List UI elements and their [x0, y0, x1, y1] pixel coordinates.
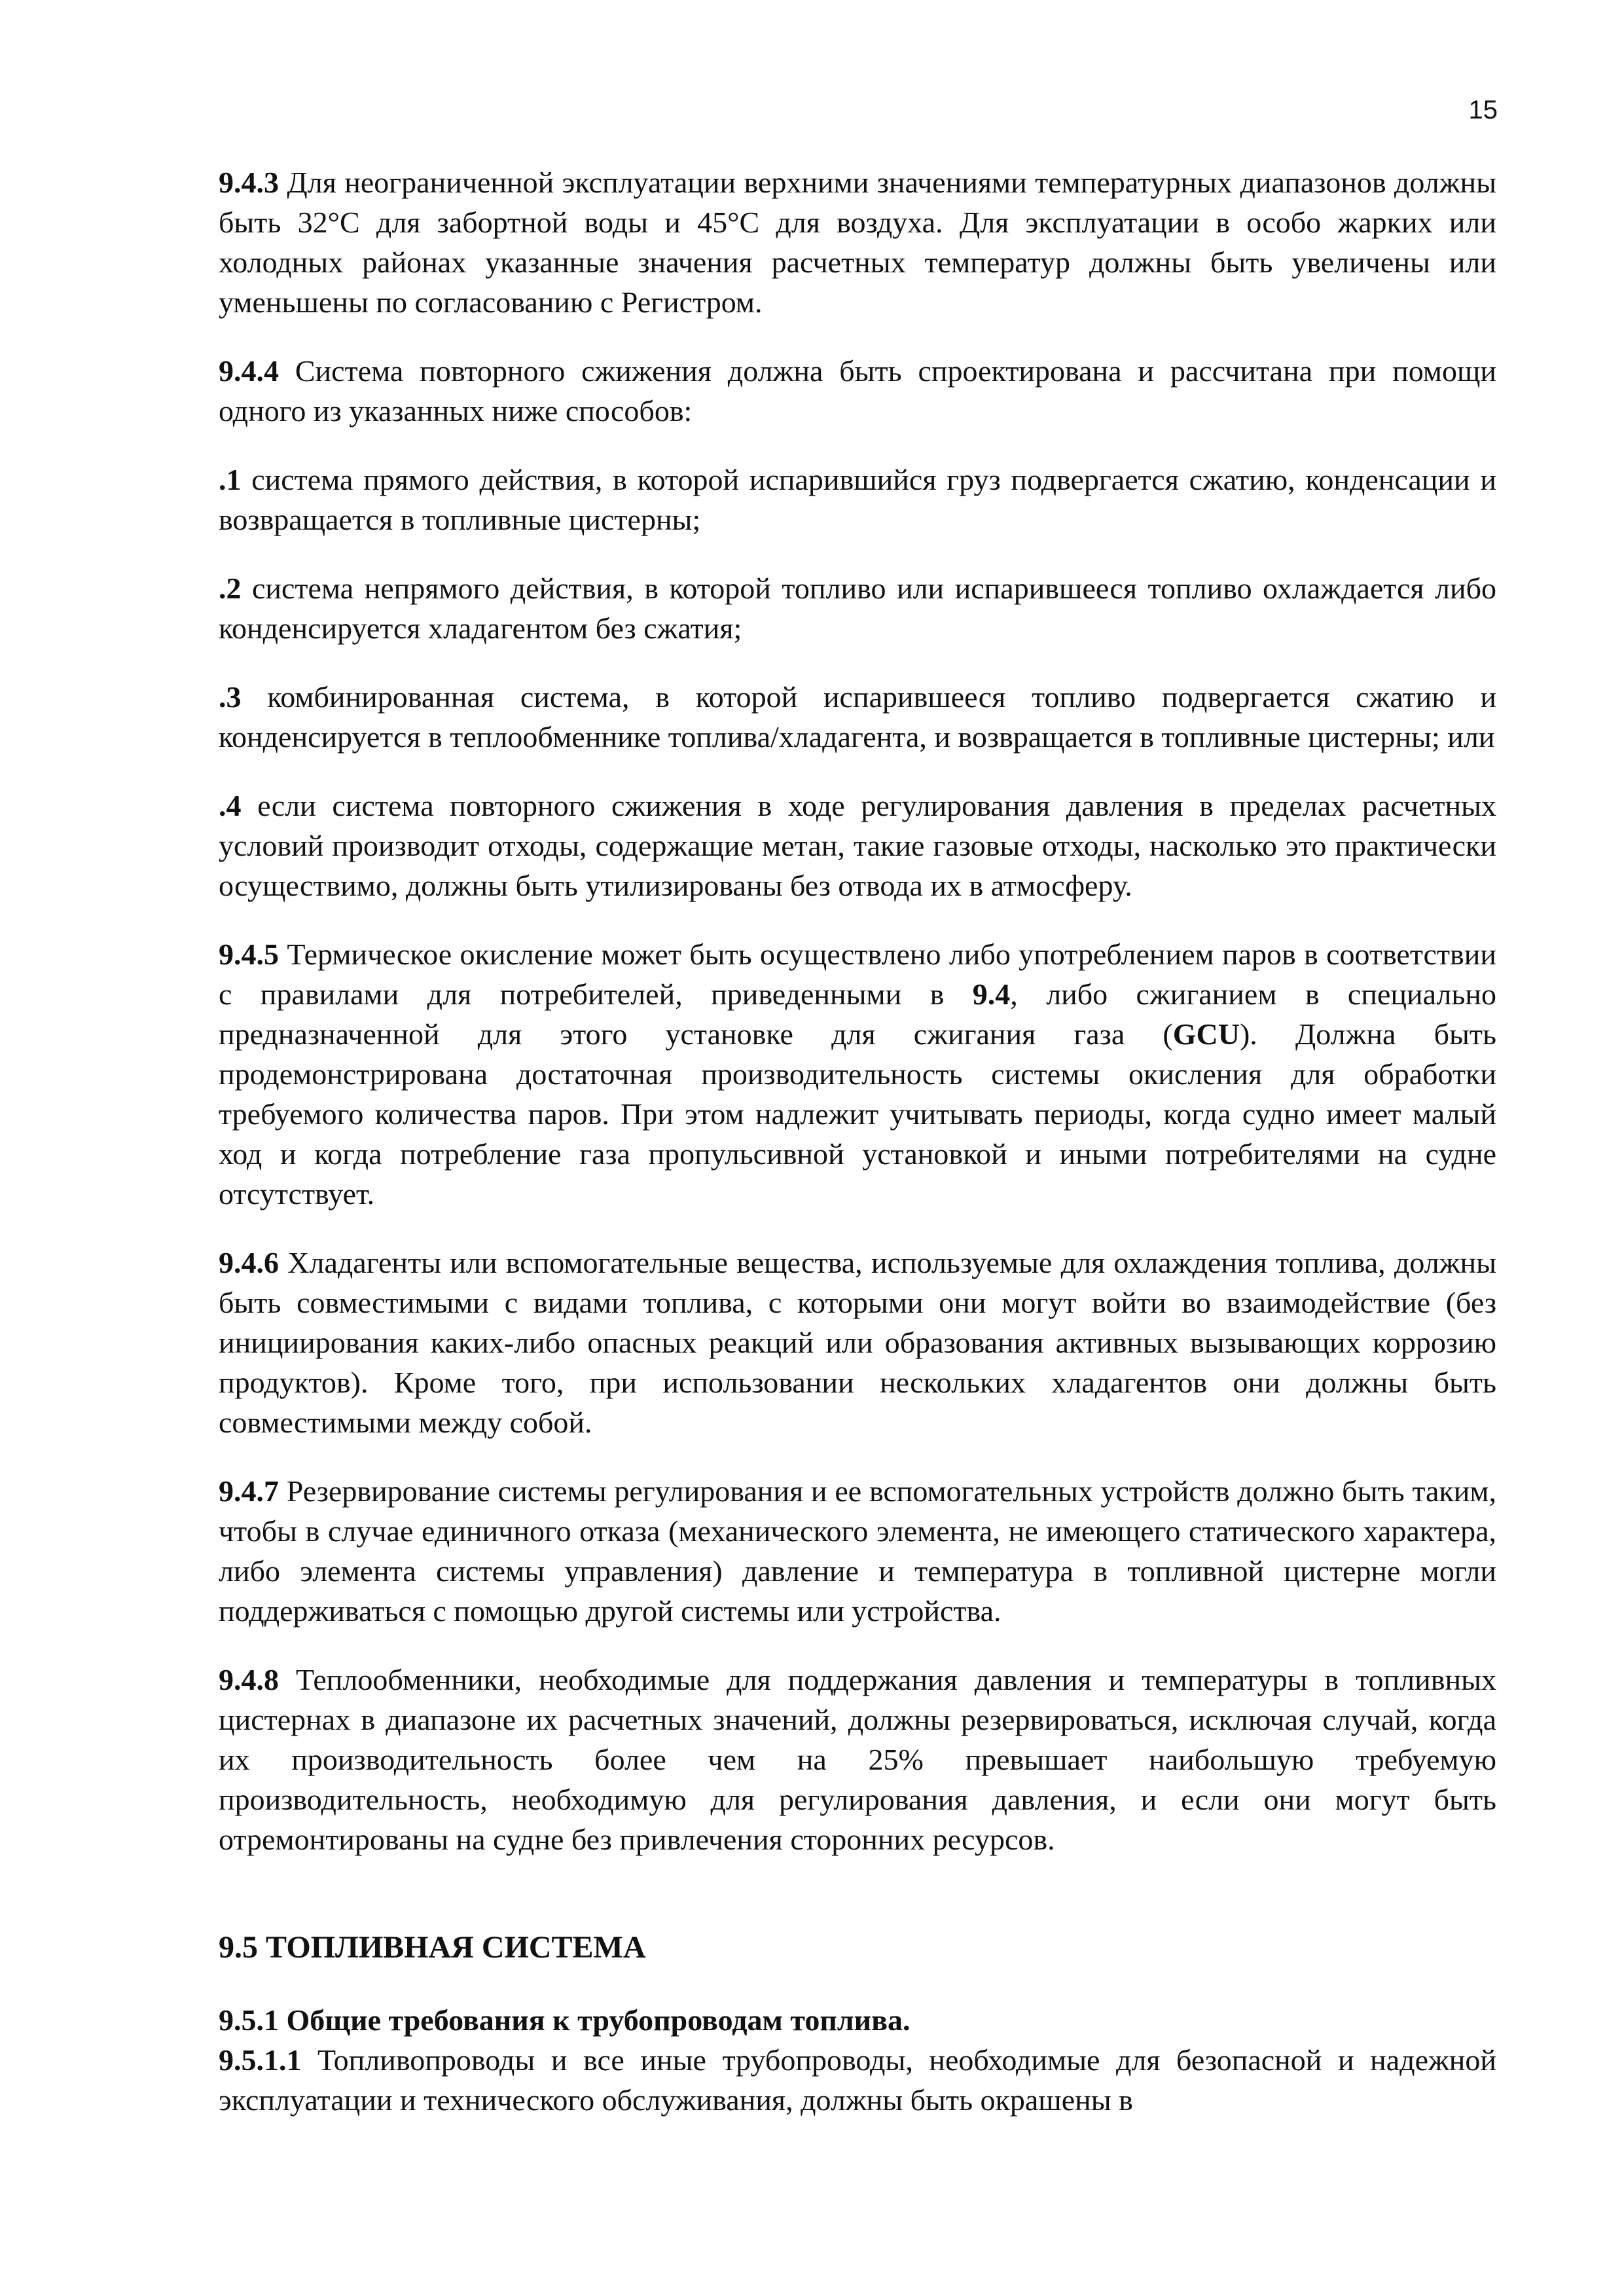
section-heading-9-5: 9.5 ТОПЛИВНАЯ СИСТЕМА: [219, 1930, 646, 1965]
clause-number: 9.4.5: [219, 938, 279, 971]
item-text: система непрямого действия, в которой топливо или испарившееся топливо охлаждается либо конденсируется хладагентом без сжатия;: [219, 572, 1496, 645]
document-body: [219, 162, 1496, 2120]
clause-text: Теплообменники, необходимые для поддержания давления и температуры в топливных цистернах в диапазоне их расчетных значений, должны резервироваться, исключая случай, когда их производительность более чем на 25% превышает наибольшую требуемую производительность, необходимую для регулирования давления, и если они могут быть отремонтированы на судне без привлечения сторонних ресурсов.: [219, 1663, 1496, 1856]
page-number: 15: [1468, 96, 1498, 124]
subheading-9-5-1: 9.5.1 Общие требования к трубопроводам топлива.: [219, 2003, 911, 2037]
clause-number: 9.4.4: [219, 354, 279, 388]
paragraph-9-4-3: [219, 162, 1496, 322]
paragraph-9-4-5: [219, 934, 1496, 1214]
list-item-4: [219, 786, 1496, 905]
list-item-3: [219, 677, 1496, 757]
clause-number: 9.4.3: [219, 166, 279, 199]
clause-number: 9.5.1.1: [219, 2043, 302, 2077]
clause-text: Хладагенты или вспомогательные вещества, используемые для охлаждения топлива, должны быть совместимыми с видами топлива, с которыми они могут войти во взаимодействие (без инициирования каких-либо опасных реакций или образования активных вызывающих коррозию продуктов). Кроме того, при использовании нескольких хладагентов они должны быть совместимыми между собой.: [219, 1246, 1496, 1439]
paragraph-9-4-6: [219, 1243, 1496, 1442]
abbreviation-gcu: GCU: [1172, 1017, 1240, 1051]
clause-text: Для неограниченной эксплуатации верхними значениями температурных диапазонов должны быть 32°С для забортной воды и 45°С для воздуха. Для эксплуатации в особо жарких или холодных районах указанные значения расчетных температур должны быть увеличены или уменьшены по согласованию с Регистром.: [219, 166, 1496, 319]
clause-text: Топливопроводы и все иные трубопроводы, необходимые для безопасной и надежной эксплуатации и технического обслуживания, должны быть окрашены в: [219, 2043, 1496, 2117]
item-text: комбинированная система, в которой испарившееся топливо подвергается сжатию и конденсируется в теплообменнике топлива/хладагента, и возвращается в топливные цистерны; или: [219, 680, 1496, 754]
item-number: .3: [219, 680, 242, 714]
list-item-2: [219, 568, 1496, 648]
list-item-1: [219, 460, 1496, 539]
paragraph-9-4-4: [219, 351, 1496, 431]
paragraph-9-4-7: [219, 1471, 1496, 1631]
clause-number: 9.4.8: [219, 1663, 279, 1696]
item-number: .1: [219, 463, 242, 496]
paragraph-9-5-1-1: [219, 2040, 1496, 2120]
item-number: .2: [219, 572, 242, 605]
paragraph-9-4-8: [219, 1660, 1496, 1859]
clause-text: Резервирование системы регулирования и ее вспомогательных устройств должно быть таким, чтобы в случае единичного отказа (механического элемента, не имеющего статического характера, либо элемента системы управления) давление и температура в топливной цистерне могли поддерживаться с помощью другой системы или устройства.: [219, 1474, 1496, 1628]
clause-number: 9.4.7: [219, 1474, 279, 1508]
cross-reference: 9.4: [972, 977, 1011, 1011]
item-number: .4: [219, 789, 242, 822]
clause-number: 9.4.6: [219, 1246, 279, 1279]
item-text: система прямого действия, в которой испарившийся груз подвергается сжатию, конденсации и возвращается в топливные цистерны;: [219, 463, 1496, 536]
item-text: если система повторного сжижения в ходе регулирования давления в пределах расчетных условий производит отходы, содержащие метан, такие газовые отходы, насколько это практически осуществимо, должны быть утилизированы без отвода их в атмосферу.: [219, 789, 1496, 902]
clause-text: Система повторного сжижения должна быть спроектирована и рассчитана при помощи одного из указанных ниже способов:: [219, 354, 1496, 428]
clause-text: , либо сжиганием в специально предназначенной для этого установке для сжигания газа (: [219, 977, 1496, 1051]
clause-text: ). Должна быть продемонстрирована достаточная производительность системы окисления для обработки требуемого количества паров. При этом надлежит учитывать периоды, когда судно имеет малый ход и когда потребление газа пропульсивной установкой и иными потребителями на судне отсутствует.: [219, 1017, 1496, 1211]
clause-text: Термическое окисление может быть осуществлено либо употреблением паров в соответствии с правилами для потребителей, приведенными в: [219, 938, 1496, 1011]
